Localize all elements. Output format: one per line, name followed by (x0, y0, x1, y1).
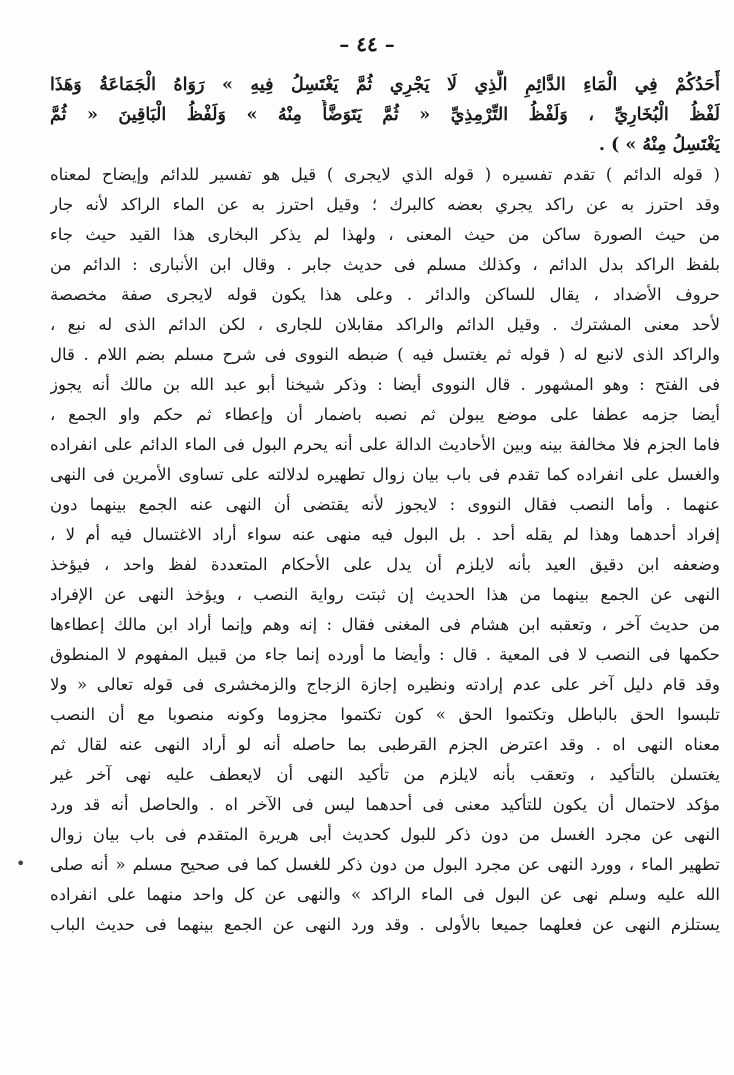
text-line: يغتسلن بالتأكيد ، وتعقب بأنه لايلزم من تأكيد النهى أن لايعطف عليه نهى آخر غير (50, 765, 720, 784)
page-number: – ٤٤ – (339, 32, 395, 56)
text-line: وضعفه ابن دقيق العيد بأنه لايلزم أن يدل على الأحكام المتعددة لفظ واحد ، فيؤخذ (50, 555, 720, 574)
text-line: معناه النهى اه . وقد اعترض الجزم القرطبى بما حاصله أنه لو أراد النهى عنه لقال ثم (50, 735, 720, 754)
text-line: حكمها فى النصب لا فى المعية . قال : وأيضا ما أورده إنما جاء من قبيل المفهوم لا المنطوق (50, 645, 720, 664)
text-line: وقد احترز به عن راكد يجري بعضه كالبرك ؛ وقيل احترز به عن الماء الراكد لأنه جار (50, 195, 720, 214)
text-line: يستلزم النهى عن فعلهما جميعا بالأولى . وقد ورد النهى عن الجمع بينهما فى حديث الباب (50, 915, 720, 934)
text-line: أيضا جزمه عطفا على موضع يبولن ثم نصبه باضمار أن وإعطاء ثم حكم واو الجمع ، (50, 405, 720, 424)
text-line: إفراد أحدهما وهذا لم يقله أحد . بل البول فيه منهى عنه سواء أراد الاغتسال فيه أم لا ، (50, 525, 720, 544)
hadith-line: أَحَدُكُمْ فِي الْمَاءِ الدَّائِمِ الَّذِي لَا يَجْرِي ثُمَّ يَغْتَسِلُ فِيهِ » رَوَاهُ الْجَمَاعَةُ وَهَذَا (50, 75, 720, 95)
text-line: حروف الأضداد ، يقال للساكن والدائر . وعلى هذا يكون قوله لايجرى صفة مخصصة (50, 285, 720, 304)
body-text (50, 70, 720, 940)
hadith-line: لَفْظُ الْبُخَارِيِّ ، وَلَفْظُ التِّرْمِذِيِّ « ثُمَّ يَتَوَضَّأُ مِنْهُ » وَلَفْظُ الْبَاقِينَ « ثُمَّ (50, 105, 720, 125)
hadith-line: يَغْتَسِلُ مِنْهُ » ) . (598, 135, 720, 155)
text-line: وقد قام دليل آخر على عدم إرادته ونظيره إجازة الزجاج والزمخشرى فى قوله تعالى « ولا (50, 675, 720, 694)
text-line: والغسل على انفراده كما تقدم فى باب بيان زوال تطهيره لدلالته على تساوى الأمرين فى النهى (50, 465, 720, 484)
text-line: مؤكد لاحتمال أن يكون للتأكيد معنى فى أحدهما ليس فى الآخر اه . والحاصل أنه قد ورد (50, 795, 720, 814)
margin-mark: • (16, 854, 26, 873)
text-line: من حديث آخر ، وتعقبه ابن هشام فى المغنى فقال : إنه وهم وإنما أراد ابن مالك إعطاءها (50, 615, 720, 634)
text-line: من حيث الصورة ساكن من حيث المعنى ، ولهذا لم يذكر البخارى هذا القيد حيث جاء (50, 225, 720, 244)
text-line: فاما الجزم فلا مخالفة بينه وبين الأحاديث الدالة على أنه يحرم البول فى الماء الدائم على انفراده (50, 435, 720, 454)
text-line: تلبسوا الحق بالباطل وتكتموا الحق » كون تكتموا مجزوما وكونه منصوبا مع أن النصب (50, 705, 720, 724)
text-line: والراكد الذى لانبع له ( قوله ثم يغتسل فيه ) ضبطه النووى فى شرح مسلم بضم اللام . قال (50, 345, 720, 364)
text-line: ( قوله الدائم ) تقدم تفسيره ( قوله الذي لايجرى ) قيل هو تفسير للدائم وإيضاح لمعناه (50, 165, 720, 184)
text-line: لأحد معنى المشترك . وقيل الدائم والراكد مقابلان للجارى ، لكن الدائم الذى له نبع ، (50, 315, 720, 334)
text-line: تطهير الماء ، وورد النهى عن مجرد البول من دون ذكر للغسل كما فى صحيح مسلم « أنه صلى (50, 855, 720, 874)
text-line: عنهما . وأما النصب فقال النووى : لايجوز لأنه يقتضى أن النهى عنه الجمع بينهما دون (50, 495, 720, 514)
text-line: النهى عن الجمع بينهما من هذا الحديث إن ثبتت رواية النصب ، ويؤخذ النهى عن الإفراد (50, 585, 720, 604)
text-line: فى الفتح : وهو المشهور . قال النووى أيضا : وذكر شيخنا أبو عبد الله بن مالك أنه يجوز (50, 375, 720, 394)
text-line: الله عليه وسلم نهى عن البول فى الماء الراكد » والنهى عن كل واحد منهما على انفراده (50, 885, 720, 904)
text-line: بلفظ الراكد بدل الدائم ، وكذلك مسلم فى حديث جابر . وقال ابن الأنبارى : الدائم من (50, 255, 720, 274)
text-line: النهى عن مجرد الغسل من دون ذكر للبول كحديث أبى هريرة المتقدم فى باب بيان زوال (50, 825, 720, 844)
